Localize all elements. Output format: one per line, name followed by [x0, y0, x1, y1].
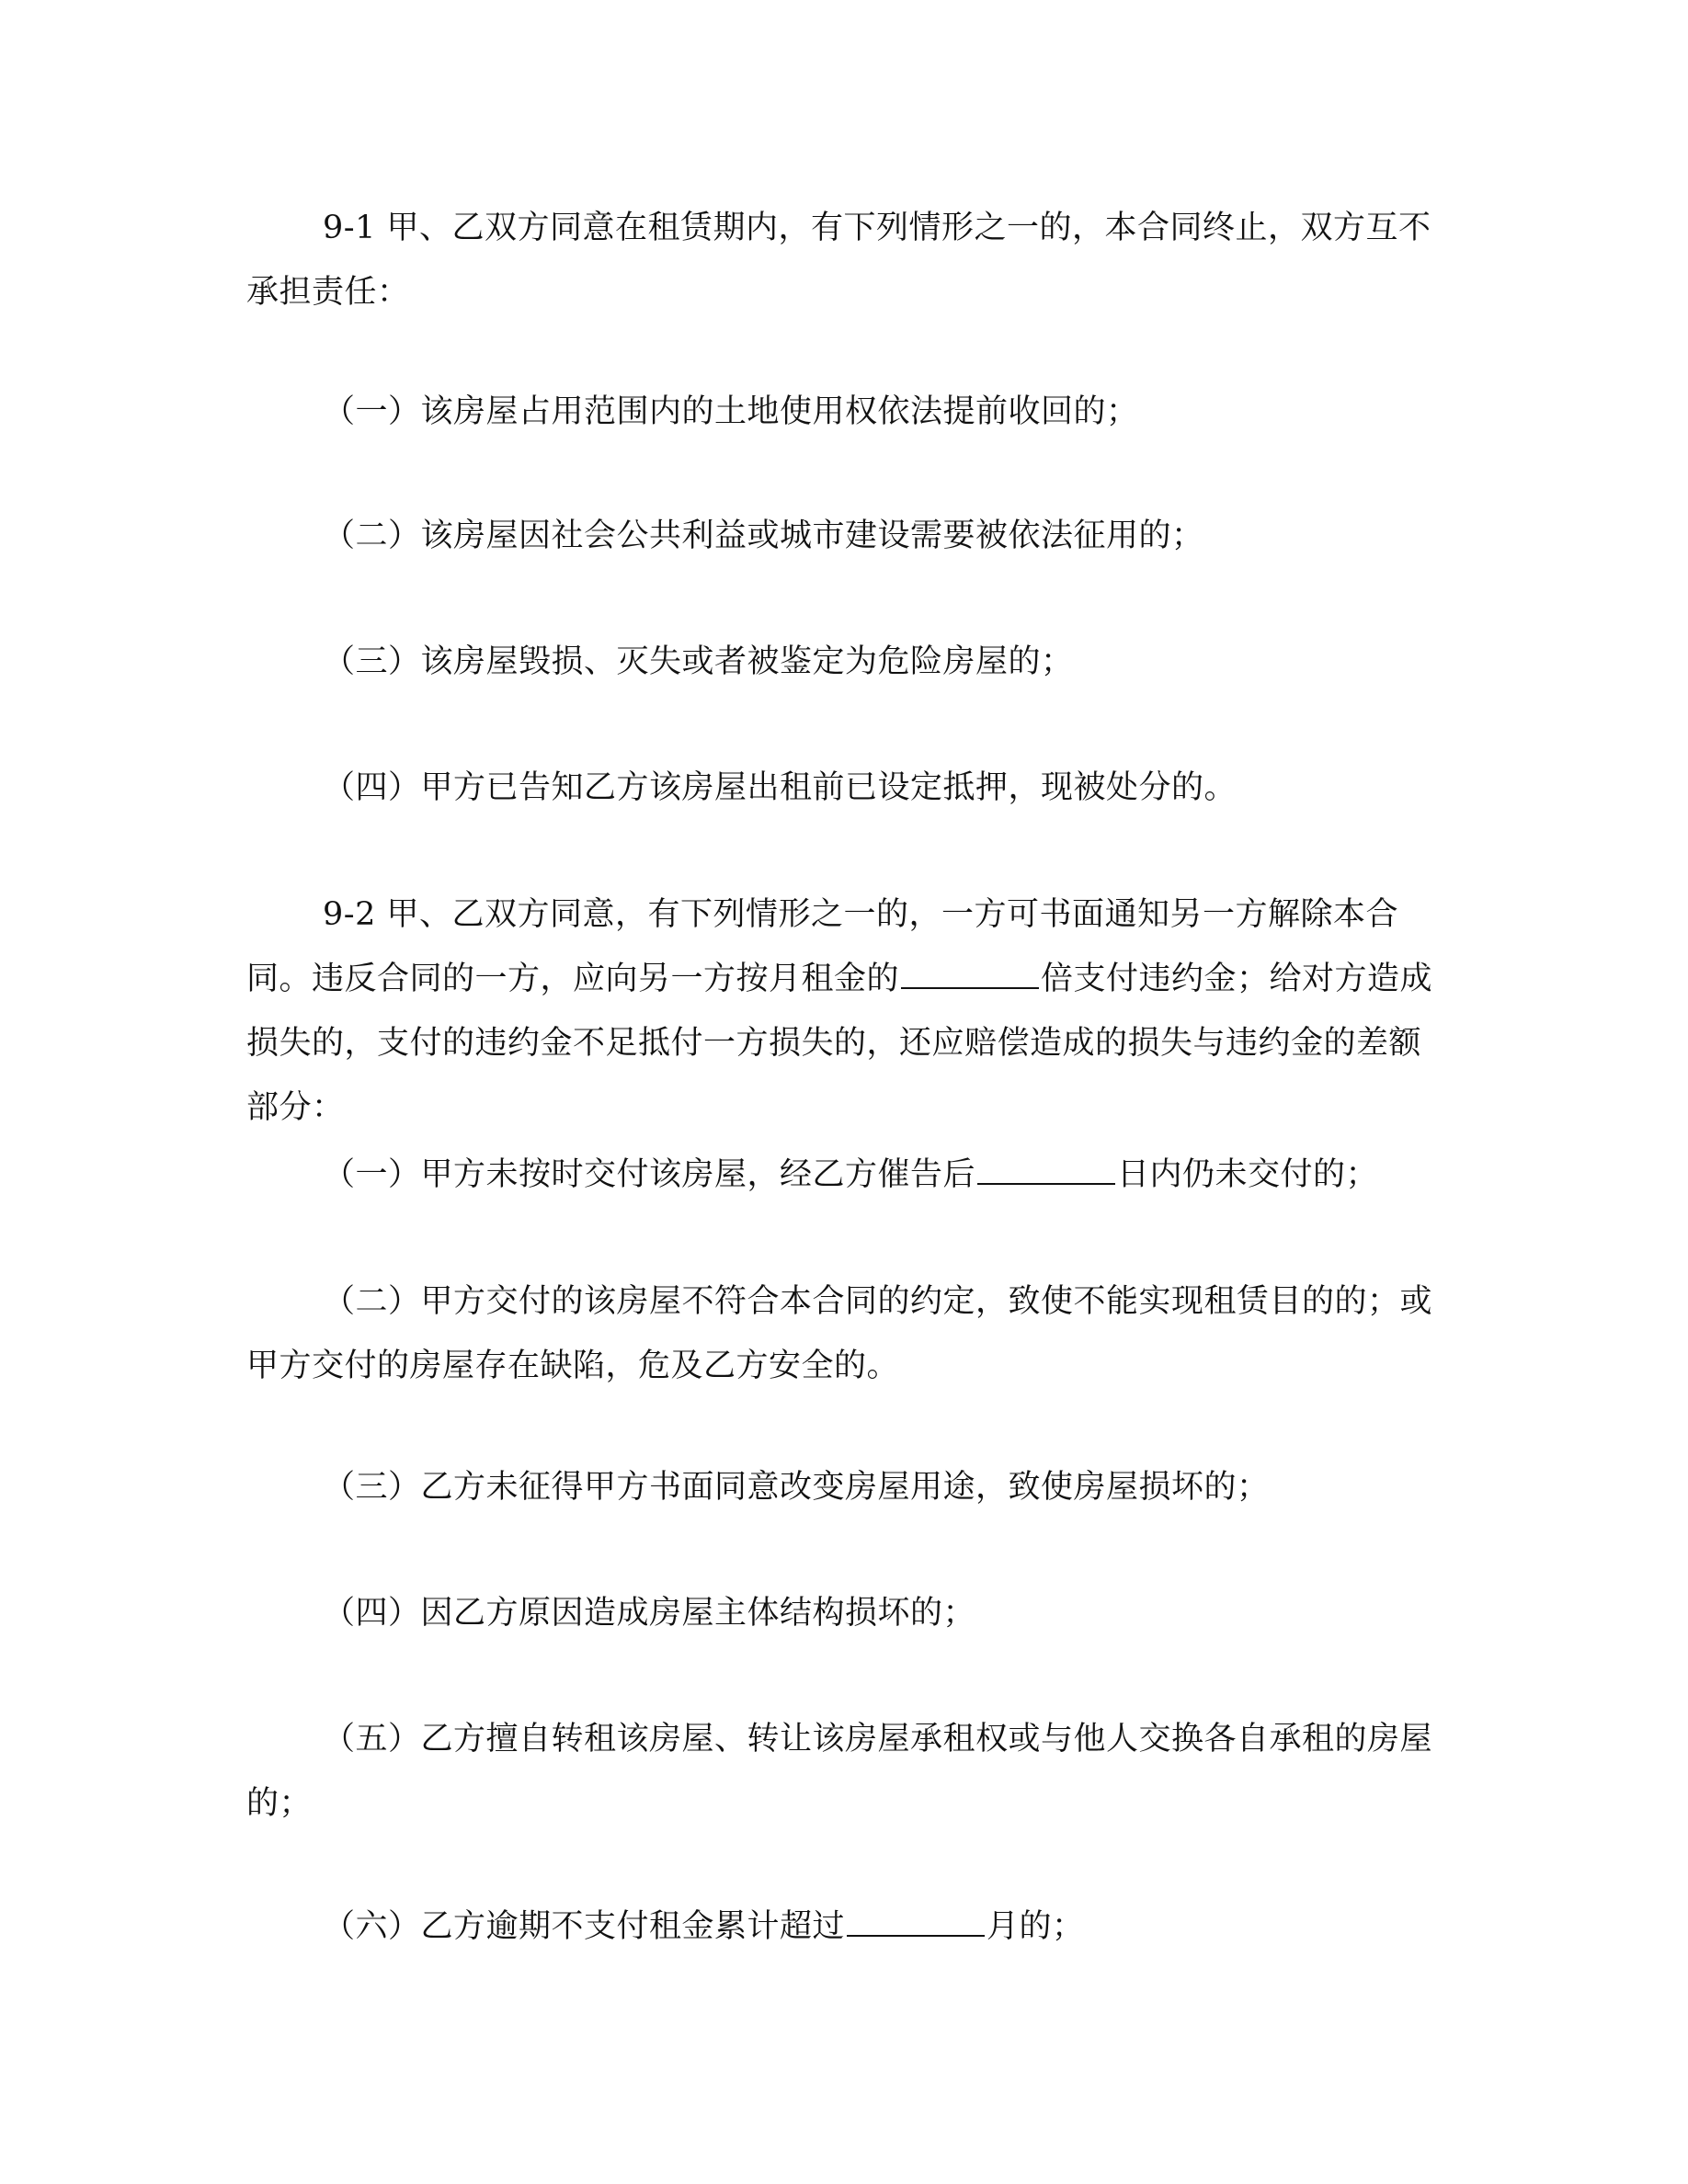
clause-9-1-item-3 [246, 630, 1443, 694]
clause-9-2-item-5 [246, 1707, 1443, 1836]
clause-9-2-item-3-text: （三）乙方未征得甲方书面同意改变房屋用途，致使房屋损坏的； [323, 1469, 1270, 1506]
clause-9-1-text: 9-1 甲、乙双方同意在租赁期内，有下列情形之一的，本合同终止，双方互不承担责任： [246, 210, 1431, 311]
clause-9-2-text-a: 9-2 甲、乙双方同意，有下列情形之一的，一方可书面通知另一方解除本合同。违反合同的一方，应向另一方按月租金的 [246, 896, 1398, 997]
clause-9-2-item-6 [246, 1894, 1443, 1959]
penalty-multiple-blank [901, 956, 1039, 989]
clause-9-2-item-1 [246, 1143, 1443, 1207]
document-page [246, 0, 1443, 2184]
clause-9-2-item-1-text-a: （一）甲方未按时交付该房屋，经乙方催告后 [323, 1156, 976, 1193]
clause-9-1-item-1-text: （一）该房屋占用范围内的土地使用权依法提前收回的； [323, 393, 1139, 430]
clause-9-1-item-1 [246, 380, 1443, 444]
clause-9-2-item-4 [246, 1581, 1443, 1645]
delivery-days-blank [977, 1152, 1115, 1185]
clause-9-1-item-4 [246, 756, 1443, 820]
clause-9-2-item-6-text-a: （六）乙方逾期不支付租金累计超过 [323, 1908, 846, 1945]
clause-9-1-item-4-text: （四）甲方已告知乙方该房屋出租前已设定抵押，现被处分的。 [323, 769, 1237, 806]
clause-9-1-item-3-text: （三）该房屋毁损、灭失或者被鉴定为危险房屋的； [323, 643, 1074, 680]
clause-9-2-intro [246, 882, 1443, 1140]
clause-9-2-item-1-text-b: 日内仍未交付的； [1117, 1156, 1379, 1193]
clause-9-2-item-4-text: （四）因乙方原因造成房屋主体结构损坏的； [323, 1595, 976, 1632]
clause-9-2-text-b: 倍支付违约金；给对方造成损失的，支付的违约金不足抵付一方损失的，还应赔偿造成的损失与违约金的差额部分： [246, 961, 1433, 1126]
clause-9-2-item-2 [246, 1269, 1443, 1398]
clause-9-2-item-5-text: （五）乙方擅自转租该房屋、转让该房屋承租权或与他人交换各自承租的房屋的； [246, 1721, 1433, 1822]
clause-9-2-item-6-text-b: 月的； [987, 1908, 1085, 1945]
clause-9-2-item-3 [246, 1455, 1443, 1519]
clause-9-1-item-2 [246, 504, 1443, 568]
clause-9-2-item-2-text: （二）甲方交付的该房屋不符合本合同的约定，致使不能实现租赁目的的；或甲方交付的房屋存在缺陷，危及乙方安全的。 [246, 1283, 1433, 1384]
clause-9-1-item-2-text: （二）该房屋因社会公共利益或城市建设需要被依法征用的； [323, 518, 1204, 554]
clause-9-1-intro [246, 196, 1443, 324]
overdue-months-blank [847, 1904, 985, 1937]
